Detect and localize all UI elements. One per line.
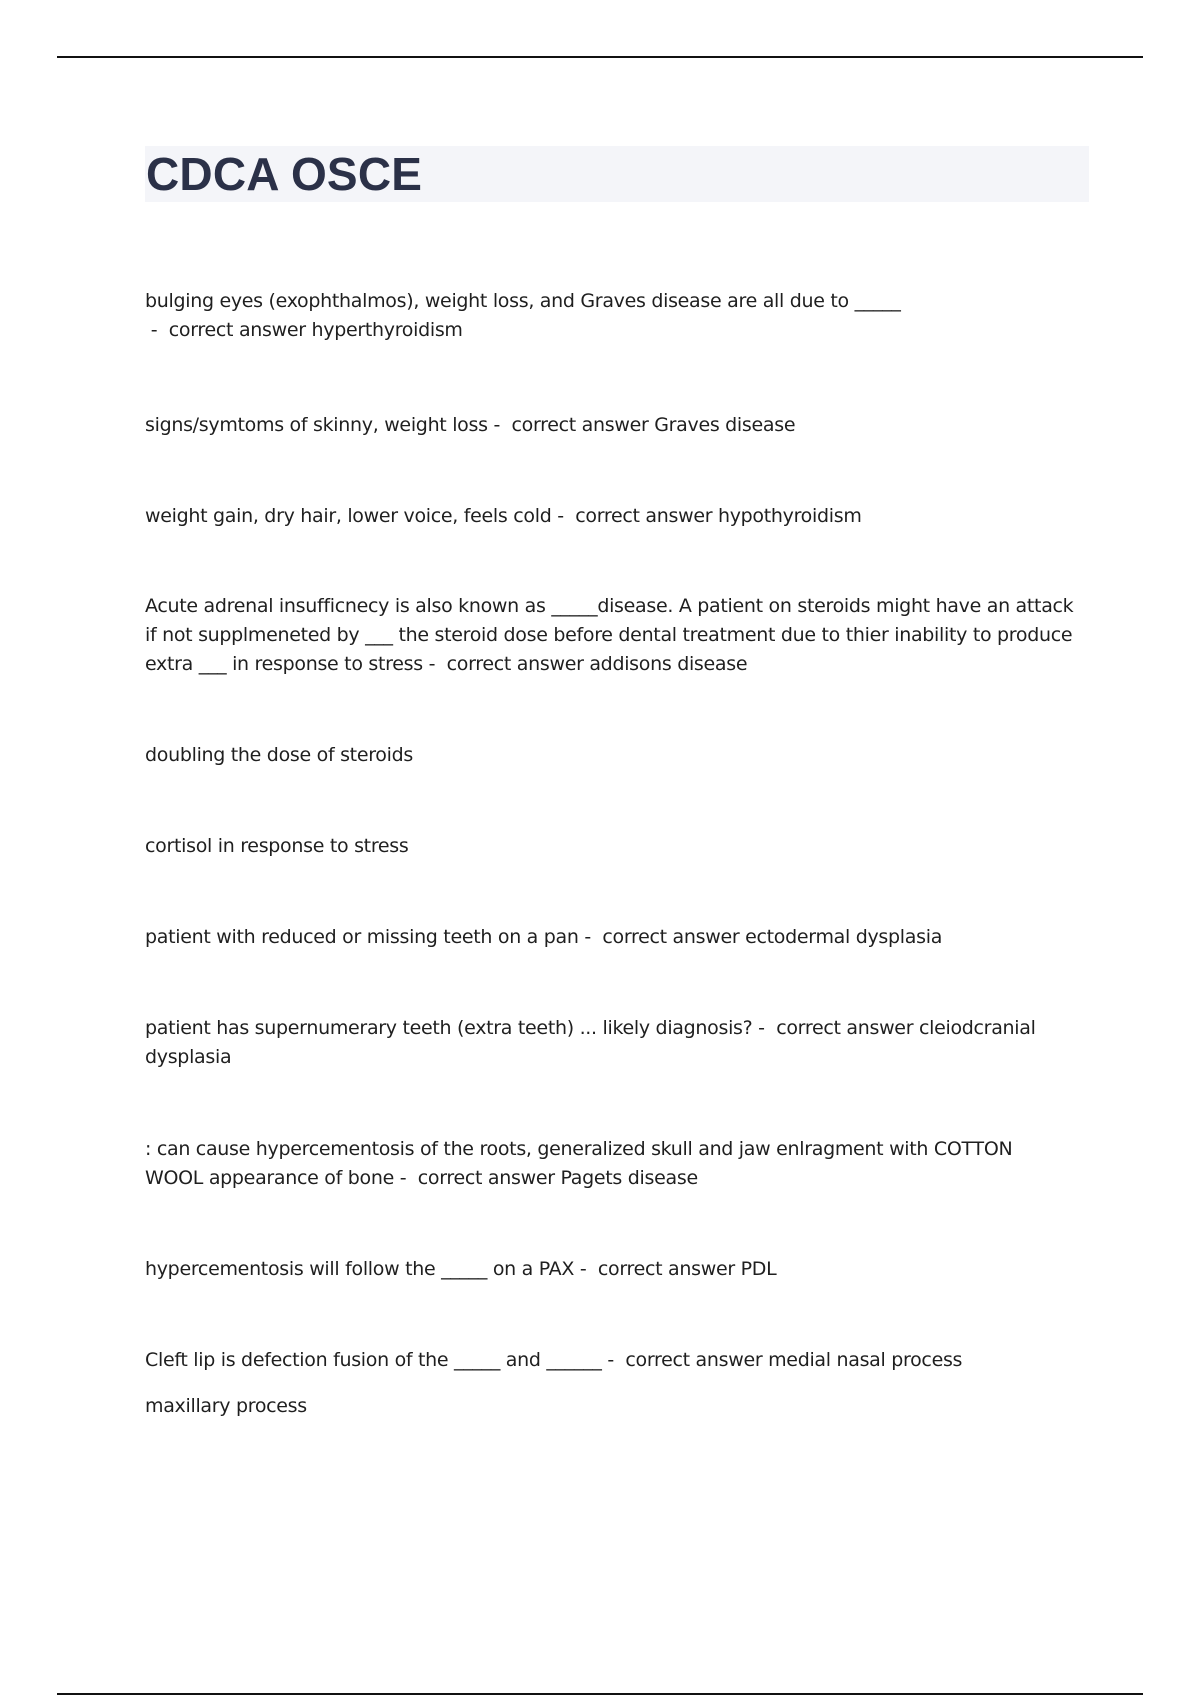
qa-item bbox=[145, 411, 1075, 440]
answer: PDL bbox=[740, 1258, 777, 1280]
question: bulging eyes (exophthalmos), weight loss, and Graves disease are all due to _____ bbox=[145, 290, 901, 312]
qa-item bbox=[145, 287, 1075, 345]
question: patient with reduced or missing teeth on a pan bbox=[145, 926, 579, 948]
answer: cleiodcranial dysplasia bbox=[145, 1017, 1036, 1068]
top-rule bbox=[57, 56, 1143, 58]
qa-item bbox=[145, 923, 1075, 952]
answer-continuation: doubling the dose of steroids bbox=[145, 744, 413, 766]
answer: hypothyroidism bbox=[717, 505, 862, 527]
answer-separator: - correct answer bbox=[601, 1349, 769, 1371]
question: hypercementosis will follow the _____ on a PAX bbox=[145, 1258, 575, 1280]
answer-separator: - correct answer bbox=[551, 505, 718, 527]
answer: Pagets disease bbox=[560, 1167, 698, 1189]
answer-continuation: maxillary process bbox=[145, 1395, 307, 1417]
answer-separator: - correct answer bbox=[752, 1017, 919, 1039]
answer-separator: - correct answer bbox=[422, 653, 590, 675]
qa-item bbox=[145, 1346, 1075, 1375]
qa-item bbox=[145, 1255, 1075, 1284]
question: Acute adrenal insufficnecy is also known as _____disease. A patient on steroids might have an attack if not supplmeneted by ___ the steroid dose before dental treatment due to thier inability to produce extra ___ in response to stress bbox=[145, 595, 1074, 675]
answer-separator: - correct answer bbox=[578, 926, 746, 948]
qa-item bbox=[145, 592, 1075, 679]
answer-separator: - correct answer bbox=[574, 1258, 741, 1280]
answer-separator: - correct answer bbox=[487, 414, 655, 436]
answer-separator: - correct answer bbox=[393, 1167, 561, 1189]
answer: ectodermal dysplasia bbox=[745, 926, 943, 948]
answer: medial nasal process bbox=[768, 1349, 963, 1371]
bottom-rule bbox=[57, 1693, 1143, 1695]
question: : can cause hypercementosis of the roots, generalized skull and jaw enlragment with COTTON WOOL appearance of bone bbox=[145, 1138, 1013, 1189]
question: patient has supernumerary teeth (extra teeth) ... likely diagnosis? bbox=[145, 1017, 753, 1039]
question: Cleft lip is defection fusion of the _____ and ______ bbox=[145, 1349, 602, 1371]
qa-item bbox=[145, 502, 1075, 531]
qa-item bbox=[145, 1014, 1075, 1072]
answer-continuation: cortisol in response to stress bbox=[145, 835, 409, 857]
qa-item bbox=[145, 1135, 1075, 1193]
answer-separator: - correct answer bbox=[145, 319, 312, 341]
answer: addisons disease bbox=[589, 653, 748, 675]
question: signs/symtoms of skinny, weight loss bbox=[145, 414, 488, 436]
answer: Graves disease bbox=[654, 414, 796, 436]
question: weight gain, dry hair, lower voice, feels cold bbox=[145, 505, 552, 527]
answer: hyperthyroidism bbox=[311, 319, 463, 341]
page-title: CDCA OSCE bbox=[146, 148, 423, 200]
